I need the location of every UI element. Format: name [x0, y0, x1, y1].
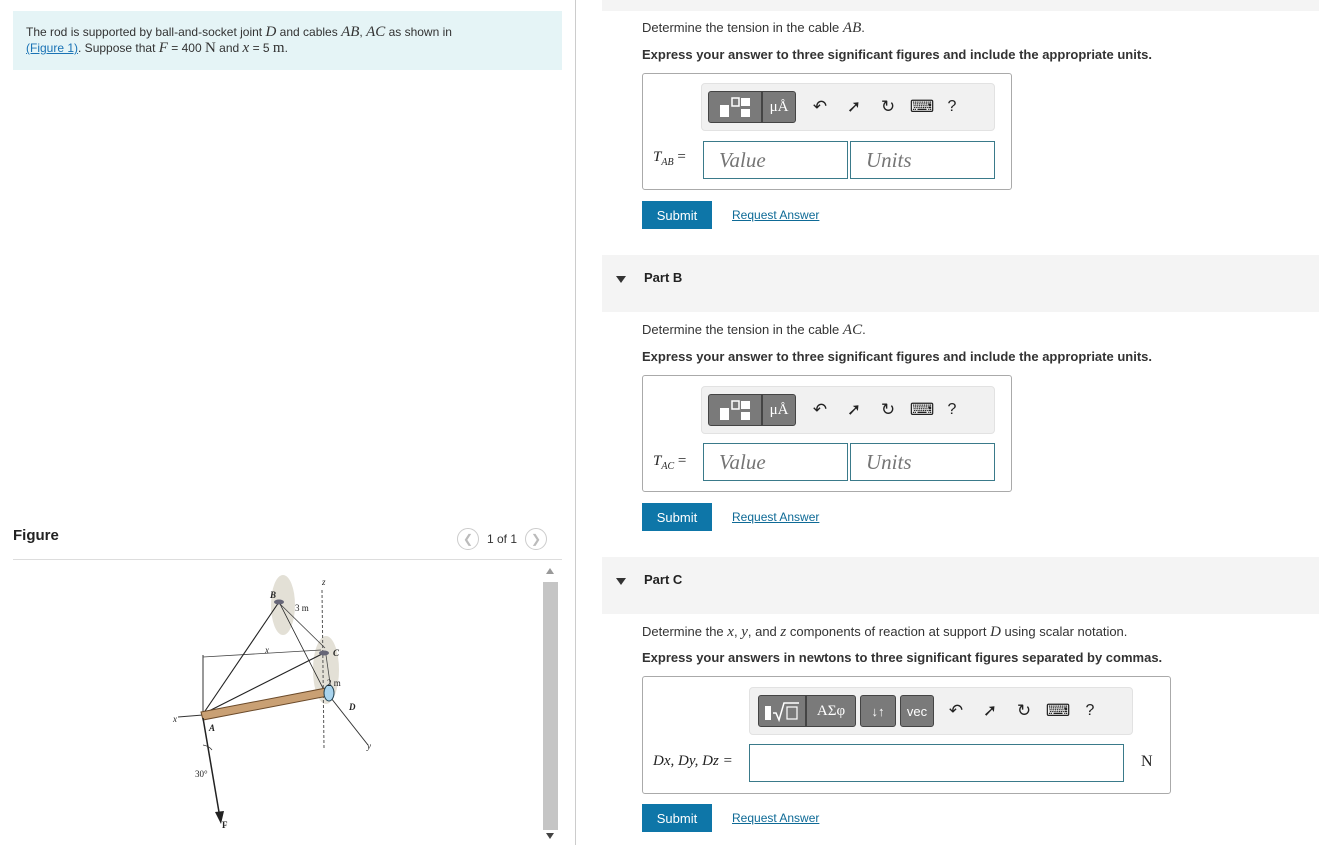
redo-icon[interactable]: ➚	[846, 97, 862, 116]
symbol-AB: AB	[341, 24, 360, 40]
t-ab-value-input[interactable]	[703, 141, 848, 179]
figure-scrollbar[interactable]	[540, 560, 560, 845]
keyboard-icon[interactable]: ⌨	[909, 97, 935, 116]
part-b-instruction: Express your answer to three significant figures and include the appropriate units.	[642, 349, 1152, 364]
figure-pager	[457, 528, 547, 550]
scroll-down-icon[interactable]	[546, 833, 554, 839]
units-button[interactable]: μÅ	[762, 91, 796, 123]
right-panel	[602, 0, 1319, 845]
part-c-toolbar	[749, 687, 1133, 735]
part-c-question: Determine the x, y, and z components of reaction at support D using scalar notation.	[642, 624, 1128, 640]
figure-image	[13, 560, 540, 845]
d-components-input[interactable]	[749, 744, 1124, 782]
part-c-request-answer-link[interactable]: Request Answer	[732, 811, 820, 825]
label-z: z	[322, 577, 326, 587]
reset-icon[interactable]: ↻	[880, 97, 896, 116]
figure-page-count: 1 of 1	[487, 532, 518, 546]
part-a-toolbar	[701, 83, 995, 131]
redo-icon[interactable]: ➚	[982, 701, 998, 720]
scroll-thumb[interactable]	[543, 582, 558, 830]
t-ab-label: $T_{AB}$ =	[653, 149, 686, 168]
vector-button[interactable]: vec	[900, 695, 934, 727]
figure-link[interactable]: (Figure 1)	[26, 41, 79, 55]
label-D: D	[349, 702, 356, 712]
part-a-instruction: Express your answer to three significant figures and include the appropriate units.	[642, 47, 1152, 62]
panel-divider[interactable]	[575, 0, 576, 845]
keyboard-icon[interactable]: ⌨	[1045, 701, 1071, 720]
unit-label: N	[1141, 753, 1153, 770]
template-icon[interactable]	[708, 91, 762, 123]
scroll-up-icon[interactable]	[546, 568, 554, 574]
t-ab-units-input[interactable]	[850, 141, 995, 179]
d-components-label: Dx, Dy, Dz =	[653, 753, 733, 769]
symbol-x: x	[242, 40, 250, 56]
undo-icon[interactable]: ↶	[812, 97, 828, 116]
sqrt-template-icon[interactable]	[758, 695, 806, 727]
label-angle: 30°	[195, 769, 208, 779]
part-c-answer-box	[642, 676, 1171, 794]
reset-icon[interactable]: ↻	[880, 400, 896, 419]
left-panel	[0, 0, 575, 845]
t-ac-label: $T_{AC}$ =	[653, 453, 687, 472]
part-a-header-bar	[602, 0, 1319, 11]
label-F: F	[222, 820, 228, 830]
part-b-answer-box	[642, 375, 1012, 492]
units-button[interactable]: μÅ	[762, 394, 796, 426]
collapse-triangle-icon[interactable]	[616, 578, 626, 585]
part-c-submit-button[interactable]: Submit	[642, 804, 712, 832]
label-y: y	[367, 741, 371, 751]
problem-statement: The rod is supported by ball-and-socket joint D and cables AB, AC as shown in (Figure 1). Suppose that F = 400 N and x = 5 m.	[13, 11, 562, 70]
t-ac-value-input[interactable]	[703, 443, 848, 481]
help-icon[interactable]: ?	[947, 401, 957, 418]
help-icon[interactable]: ?	[947, 98, 957, 115]
label-x-axis: x	[173, 714, 177, 724]
part-c-header[interactable]	[602, 557, 1319, 614]
label-2m: 2 m	[327, 678, 341, 688]
part-b-request-answer-link[interactable]: Request Answer	[732, 510, 820, 524]
part-b-title: Part B	[644, 270, 683, 285]
sub-superscript-button[interactable]: ↓↑	[860, 695, 896, 727]
label-C: C	[333, 648, 340, 658]
label-x-top: x	[265, 645, 269, 655]
redo-icon[interactable]: ➚	[846, 400, 862, 419]
part-b-toolbar	[701, 386, 995, 434]
greek-symbols-button[interactable]: ΑΣφ	[806, 695, 856, 727]
symbol-F: F	[158, 40, 168, 56]
part-b-submit-button[interactable]: Submit	[642, 503, 712, 531]
chevron-right-icon[interactable]: ❯	[525, 528, 547, 550]
undo-icon[interactable]: ↶	[812, 400, 828, 419]
part-b-header[interactable]	[602, 255, 1319, 312]
template-icon[interactable]	[708, 394, 762, 426]
symbol-D: D	[265, 24, 277, 40]
label-B: B	[270, 590, 277, 600]
figure-title: Figure	[13, 527, 59, 544]
part-c-title: Part C	[644, 572, 683, 587]
reset-icon[interactable]: ↻	[1016, 701, 1032, 720]
part-a-request-answer-link[interactable]: Request Answer	[732, 208, 820, 222]
keyboard-icon[interactable]: ⌨	[909, 400, 935, 419]
part-c-instruction: Express your answers in newtons to three significant figures separated by commas.	[642, 650, 1163, 665]
chevron-left-icon[interactable]: ❮	[457, 528, 479, 550]
unit-meter: m	[272, 40, 285, 56]
help-icon[interactable]: ?	[1085, 702, 1095, 719]
part-a-submit-button[interactable]: Submit	[642, 201, 712, 229]
rod-diagram	[13, 560, 540, 845]
label-3m: 3 m	[295, 603, 309, 613]
part-a-answer-box	[642, 73, 1012, 190]
collapse-triangle-icon[interactable]	[616, 276, 626, 283]
label-A: A	[209, 723, 216, 733]
t-ac-units-input[interactable]	[850, 443, 995, 481]
undo-icon[interactable]: ↶	[948, 701, 964, 720]
part-a-question: Determine the tension in the cable AB.	[642, 20, 865, 36]
symbol-AC: AC	[366, 24, 386, 40]
part-b-question: Determine the tension in the cable AC.	[642, 322, 866, 338]
unit-newton: N	[204, 40, 216, 56]
